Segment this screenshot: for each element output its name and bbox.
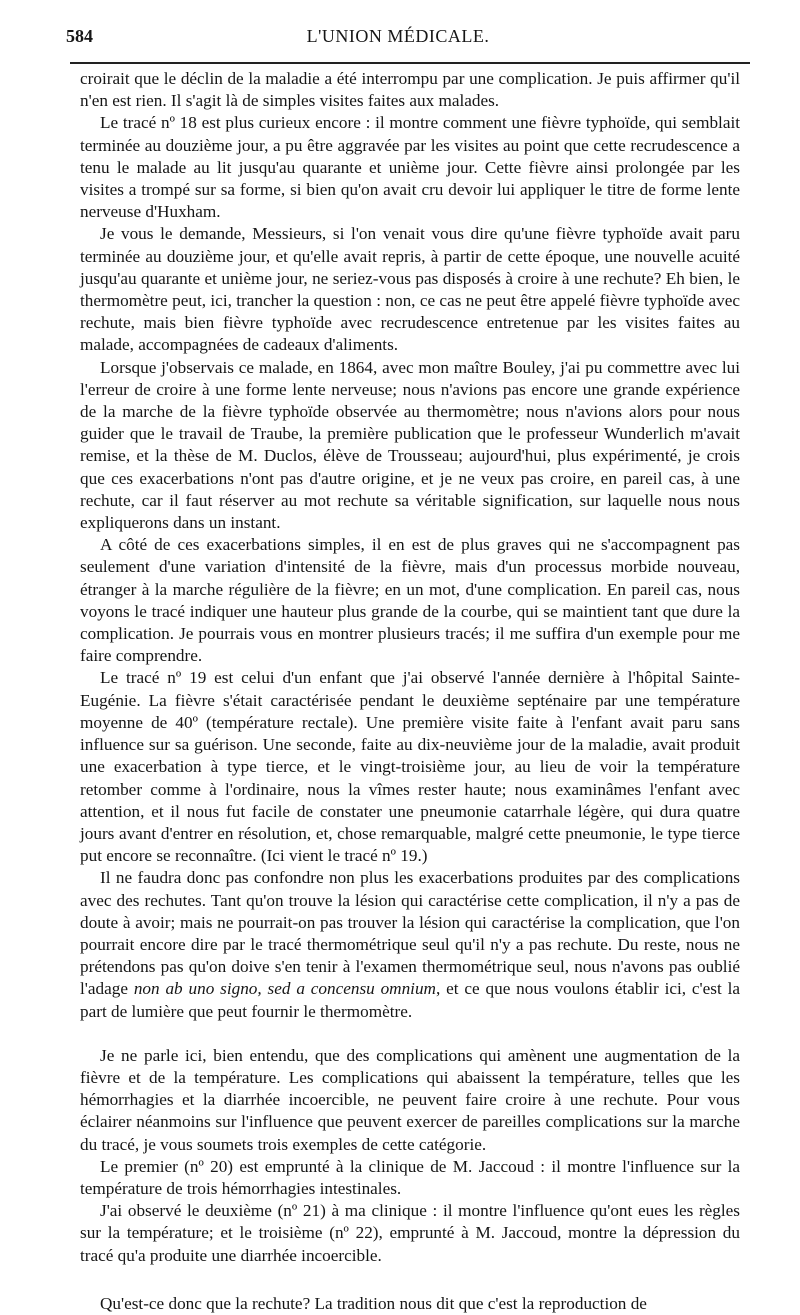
paragraph-rechute: Qu'est-ce donc que la rechute? La tradition nous dit que c'est la reproduction de — [100, 1293, 647, 1313]
paragraph-trace-20: Le premier (nº 20) est emprunté à la clinique de M. Jaccoud : il montre l'influence sur la température de trois hémorrhagies intestinales. — [80, 1156, 740, 1198]
paragraph-question: Je vous le demande, Messieurs, si l'on venait vous dire qu'une fièvre typhoïde avait paru terminée au douzième jour, et qu'elle avait repris, à partir de cette époque, une nouvelle acuité jusqu'au quarante et unième jour, ne seriez-vous pas disposés à croire à une rechute? Eh bien, le thermomètre peut, ici, trancher la question : non, ce cas ne peut être appelé fièvre typhoïde avec rechute, mais bien fièvre typhoïde avec recrudescence entretenue par les visites faites au malade, accompagnées de cadeaux d'aliments. — [80, 224, 740, 355]
running-title: L'UNION MÉDICALE. — [306, 26, 490, 46]
paragraph-trace-19: Le tracé nº 19 est celui d'un enfant que j'ai observé l'année dernière à l'hôpital Sainte-Eugénie. La fièvre s'était caractérisée pendant le deuxième septénaire par une température moyenne de 40º (température rectale). Une première visite faite à l'enfant avait paru sans influence sur sa guérison. Une seconde, faite au dix-neuvième jour de la maladie, avait produit une exacerbation à type tierce, et le vingt-troisième jour, au lieu de voir la température retomber comme à l'ordinaire, nous la vîmes rester haute; nous examinâmes l'enfant avec attention, et il nous fut facile de constater une pneumonie catarrhale légère, qui dura quatre jours avant d'entrer en résolution, et, chose remarquable, malgré cette pneumonie, le type tierce put encore se reconnaître. (Ici vient le tracé nº 19.) — [80, 668, 740, 866]
paragraph-continuation: croirait que le déclin de la maladie a été interrompu par une complication. Je puis affirmer qu'il n'en est rien. Il s'agit là de simples visites faites aux malades. — [80, 69, 740, 111]
paragraph-trace-21-22: J'ai observé le deuxième (nº 21) à ma clinique : il montre l'influence qu'ont eues les règles sur la température; et le troisième (nº 22), emprunté à M. Jaccoud, montre la dépression du tracé qu'a produite une diarrhée incoercible. — [80, 1201, 740, 1265]
paragraph-adage — [80, 867, 740, 1022]
header-rule — [70, 62, 750, 64]
page-number: 584 — [66, 26, 93, 46]
paragraph-temperature-drop: Je ne parle ici, bien entendu, que des complications qui amènent une augmentation de la fièvre et de la température. Les complications qui abaissent la température, telles que les hémorrhagies et la diarrhée incoercible, ne peuvent faire croire à une rechute. Pour vous éclairer néanmoins sur l'influence que peuvent exercer de pareilles complications sur la marche du tracé, je vous soumets trois exemples de cette catégorie. — [80, 1045, 740, 1154]
article-body — [80, 68, 740, 1315]
paragraph-trace-18: Le tracé nº 18 est plus curieux encore : il montre comment une fièvre typhoïde, qui semblait terminée au douzième jour, a pu être aggravée par les visites au point que cette recrudescence a tenu le malade au lit jusqu'au quarante et unième jour. Cette fièvre ainsi prolongée par les visites a trompé sur sa forme, si bien qu'on avait cru devoir lui appliquer le titre de forme lente nerveuse d'Huxham. — [80, 113, 740, 222]
adage-text-before: Il ne faudra donc pas confondre non plus les exacerbations produites par des complications avec des rechutes. Tant qu'on trouve la lésion qui caractérise cette complication, il n'y a pas de doute à avoir; mais ne pourrait-on pas trouver la lésion qui caractérise la complication, que l'on pourrait encore dire par le tracé thermométrique seul qu'il n'y a pas rechute. Du reste, nous ne prétendons pas qu'on doive s'en tenir à l'examen thermométrique seul, nous n'avons pas oublié l'adage — [80, 868, 740, 999]
adage-latin: non ab uno signo, sed a concensu omnium — [133, 979, 436, 999]
adage-text-after: , et ce que nous voulons établir ici, c'est la part de lumière que peut fournir le thermomètre. — [80, 979, 740, 1021]
paragraph-complications: A côté de ces exacerbations simples, il en est de plus graves qui ne s'accompagnent pas seulement d'une variation d'intensité de la fièvre, mais d'un processus morbide nouveau, étranger à la marche régulière de la fièvre; en un mot, d'une complication. En pareil cas, nous voyons le tracé indiquer une hauteur plus grande de la courbe, qui se maintient tant que dure la complication. Je pourrais vous en montrer plusieurs tracés; il me suffira d'un exemple pour me faire comprendre. — [80, 535, 740, 666]
page-header — [66, 26, 730, 56]
paragraph-1864: Lorsque j'observais ce malade, en 1864, avec mon maître Bouley, j'ai pu commettre avec lui l'erreur de croire à une forme lente nerveuse; nous n'avions pas encore une grande expérience de la marche de la fièvre typhoïde observée au thermomètre; nous n'avions alors pour nous guider que le travail de Traube, la première publication que le professeur Wunderlich m'avait remise, et la thèse de M. Duclos, élève de Trousseau; aujourd'hui, plus expérimenté, je crois que ces exacerbations n'ont pas d'autre origine, et je ne veux pas croire, en pareil cas, à une rechute, car il faut réserver au mot rechute sa véritable signification, sur laquelle nous nous expliquerons dans un instant. — [80, 357, 740, 533]
